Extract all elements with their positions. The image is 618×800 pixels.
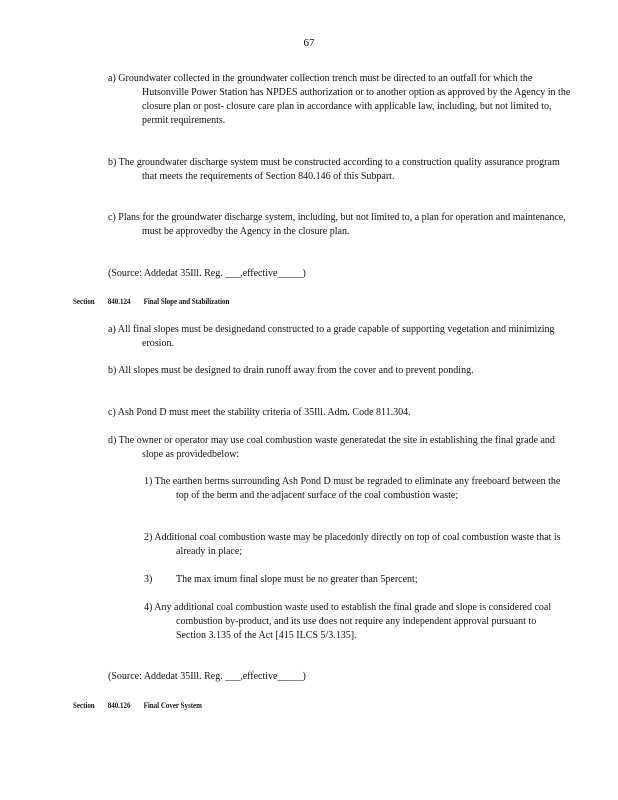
section-number: 840.126 <box>107 700 131 710</box>
paragraph-a-final-slopes: a) All final slopes must be designedand constructed to a grade capable of supporting vegetation and minimizing erosion. <box>108 324 555 349</box>
section-label: Section <box>73 296 95 306</box>
subparagraph-3-number: 3) <box>144 574 153 585</box>
section-heading-840-124 <box>73 296 242 306</box>
page-number: 67 <box>303 37 315 49</box>
subparagraph-2-additional-waste: 2) Additional coal combustion waste may be placedonly directly on top of coal combustion waste that is already in place; <box>144 532 561 557</box>
source-note: (Source: Addedat 35Ill. Reg. ___,effective_____) <box>108 671 306 682</box>
subparagraph-4-byproduct: 4) Any additional coal combustion waste used to establish the final grade and slope is considered coal combustion by-product, and its use does not require any independent approval pursuant to Section 3.135 of the Act [415 ILCS 5/3.135]. <box>144 602 552 641</box>
subparagraph-3-max-slope: The max imum final slope must be no greater than 5percent; <box>176 574 418 585</box>
paragraph-a-groundwater: a) Groundwater collected in the groundwater collection trench must be directed to an outfall for which the Hutsonville Power Station has NPDES authorization or to another option as approved by the Agency in the closure plan or post- closure care plan in accordance with applicable law, including, but not limited to, permit requirements. <box>108 73 571 126</box>
section-number: 840.124 <box>107 296 131 306</box>
section-title: Final Slope and Stabilization <box>143 296 230 306</box>
subparagraph-1-berms: 1) The earthen berms surrounding Ash Pond D must be regraded to eliminate any freeboard between the top of the berm and the adjacent surface of the coal combustion waste; <box>144 476 561 501</box>
source-note: (Source: Addedat 35Ill. Reg. ___,effective_____) <box>108 268 306 279</box>
section-title: Final Cover System <box>143 700 202 710</box>
paragraph-d-coal-waste: d) The owner or operator may use coal combustion waste generatedat the site in establishing the final grade and slope as providedbelow: <box>108 435 555 460</box>
section-label: Section <box>73 700 95 710</box>
paragraph-b-slopes-drain: b) All slopes must be designed to drain runoff away from the cover and to prevent ponding. <box>108 365 474 376</box>
paragraph-c-stability: c) Ash Pond D must meet the stability criteria of 35Ill. Adm. Code 811.304. <box>108 407 411 418</box>
section-heading-840-126 <box>73 700 215 710</box>
paragraph-c-plans: c) Plans for the groundwater discharge system, including, but not limited to, a plan for operation and maintenance, must be approvedby the Agency in the closure plan. <box>108 212 566 237</box>
paragraph-b-discharge-system: b) The groundwater discharge system must be constructed according to a construction quality assurance program that meets the requirements of Section 840.146 of this Subpart. <box>108 157 560 182</box>
